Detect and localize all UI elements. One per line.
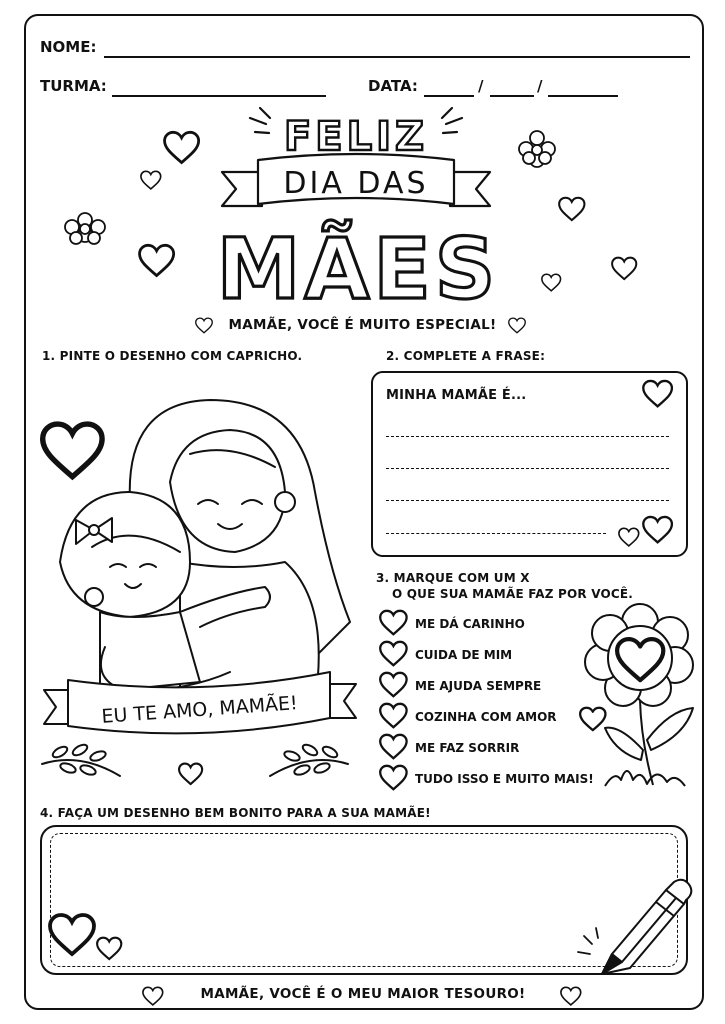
sparkle-icon — [578, 928, 598, 954]
q2-heading: 2. COMPLETE A FRASE: — [386, 349, 546, 363]
heart-icon — [643, 381, 672, 406]
heart-flower-illustration — [575, 600, 705, 790]
heart-icon — [141, 171, 161, 189]
q2-answer-line-2[interactable] — [386, 468, 669, 469]
heart-icon — [612, 258, 636, 279]
pencil-icon — [602, 880, 691, 974]
heart-icon — [643, 517, 672, 542]
heart-icon — [509, 318, 526, 333]
date-separator-2: / — [537, 77, 543, 95]
heart-icon — [43, 424, 102, 477]
q2-answer-line-1[interactable] — [386, 436, 669, 437]
subtitle: MAMÃE, VOCÊ É MUITO ESPECIAL! — [228, 317, 497, 333]
heart-icon — [143, 987, 163, 1005]
q2-prompt: MINHA MAMÃE É... — [386, 388, 527, 403]
q3-option-3[interactable]: ME AJUDA SEMPRE — [415, 679, 542, 693]
date-separator-1: / — [478, 77, 484, 95]
heart-icon[interactable] — [380, 704, 406, 727]
heart-icon[interactable] — [380, 766, 406, 789]
date-label: DATA: — [368, 77, 418, 95]
flower-icon — [65, 213, 105, 244]
title-feliz: FELIZ — [283, 114, 429, 160]
sparkle-icon — [442, 108, 462, 133]
title-artwork — [0, 0, 725, 340]
heart-icon — [179, 764, 202, 784]
q3-checkbox-hearts — [378, 609, 410, 795]
heart-icon — [50, 915, 94, 954]
q1-heading: 1. PINTE O DESENHO COM CAPRICHO. — [42, 349, 303, 363]
heart-icon — [559, 198, 584, 220]
leaf-branch-icon — [270, 743, 348, 777]
footer-text: MAMÃE, VOCÊ É O MEU MAIOR TESOURO! — [200, 986, 526, 1002]
q3-heading-2: O QUE SUA MAMÃE FAZ POR VOCÊ. — [392, 587, 634, 601]
heart-icon — [561, 987, 581, 1005]
heart-icon — [542, 274, 561, 291]
title-maes: MÃES — [216, 220, 500, 318]
heart-icon[interactable] — [380, 642, 406, 665]
q3-option-6[interactable]: TUDO ISSO E MUITO MAIS! — [415, 772, 594, 786]
q3-option-4[interactable]: COZINHA COM AMOR — [415, 710, 557, 724]
class-label: TURMA: — [40, 77, 107, 95]
leaf-branch-icon — [42, 743, 120, 777]
flower-icon — [519, 131, 555, 167]
heart-icon — [196, 318, 213, 333]
title-dia-das: DIA DAS — [283, 166, 429, 201]
q3-option-2[interactable]: CUIDA DE MIM — [415, 648, 513, 662]
heart-icon — [165, 132, 199, 162]
heart-icon[interactable] — [380, 673, 406, 696]
banner-text: EU TE AMO, MAMÃE! — [100, 692, 299, 728]
q2-answer-line-4[interactable] — [386, 533, 606, 534]
q3-option-1[interactable]: ME DÁ CARINHO — [415, 617, 525, 631]
q2-hearts — [630, 375, 690, 555]
heart-icon[interactable] — [380, 611, 406, 634]
drawing-box-decorations — [44, 878, 694, 978]
mother-child-illustration — [30, 372, 365, 792]
q4-heading: 4. FAÇA UM DESENHO BEM BONITO PARA A SUA MAMÃE! — [40, 806, 431, 820]
heart-icon[interactable] — [380, 735, 406, 758]
q3-heading-1: 3. MARQUE COM UM X — [376, 571, 530, 585]
name-label: NOME: — [40, 38, 97, 56]
heart-icon — [580, 708, 605, 730]
q3-option-5[interactable]: ME FAZ SORRIR — [415, 741, 520, 755]
heart-icon — [140, 245, 174, 275]
heart-icon — [97, 938, 121, 959]
q2-answer-line-3[interactable] — [386, 500, 669, 501]
sparkle-icon — [250, 108, 270, 133]
